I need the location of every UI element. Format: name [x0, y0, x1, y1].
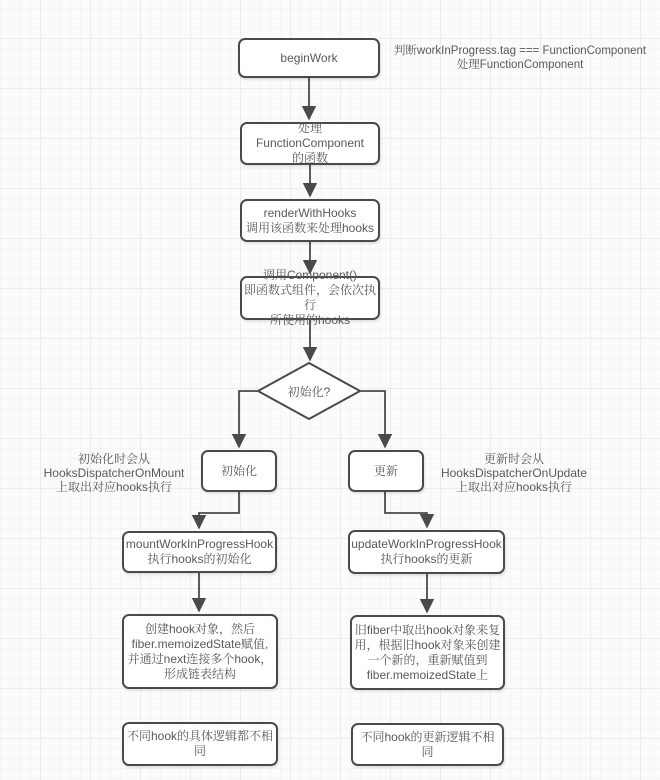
annotation-line: 上取出对应hooks执行: [55, 480, 173, 494]
node-label: 初始化?: [287, 384, 331, 399]
node-label: 不同hook的具体逻辑都不相: [126, 729, 274, 743]
node-decision-init[interactable]: [258, 363, 360, 419]
node-label: 即函数式组件，会依次执行: [244, 283, 377, 312]
annotation-line: 更新时会从: [483, 452, 544, 466]
node-handle-function-component[interactable]: [240, 122, 380, 165]
node-mount-logic-note[interactable]: [122, 722, 278, 766]
node-label: 处理FunctionComponent: [255, 121, 365, 150]
annotation-hooks-dispatcher-on-update: [434, 452, 594, 494]
node-label: 同: [193, 744, 206, 758]
node-label: 调用该函数来处理hooks: [245, 220, 375, 235]
node-create-hook-object[interactable]: [122, 614, 278, 689]
annotation-line: 上取出对应hooks执行: [455, 480, 573, 494]
node-label: 形成链表结构: [163, 666, 236, 681]
node-call-component[interactable]: [240, 268, 380, 327]
node-update-work-in-progress-hook[interactable]: [348, 530, 505, 574]
node-label: 一个新的，重新赋值到: [367, 652, 488, 667]
node-label: 更新: [373, 463, 398, 478]
node-label: fiber.memoizedState赋值,: [131, 636, 269, 651]
node-label: beginWork: [280, 50, 338, 65]
node-label: 创建hook对象，然后: [144, 621, 256, 636]
node-label: 初始化: [220, 463, 257, 478]
edge-update-updatehook: [385, 492, 427, 527]
node-label: 调用Component(): [262, 268, 358, 282]
node-label: 并通过next连接多个hook，: [127, 651, 273, 666]
node-label: updateWorkInProgressHook: [351, 537, 502, 551]
node-update-logic-note[interactable]: [351, 723, 504, 766]
node-label: mountWorkInProgressHook: [125, 537, 274, 551]
node-label: 用，根据旧hook对象来创建: [354, 637, 501, 652]
node-label: 的函数: [291, 151, 328, 165]
node-label: 所使用的hooks: [269, 313, 351, 327]
annotation-hooks-dispatcher-on-mount: [34, 452, 194, 494]
node-render-with-hooks[interactable]: [240, 199, 380, 242]
node-label: 执行hooks的更新: [380, 552, 473, 566]
node-begin-work[interactable]: [238, 38, 380, 78]
node-init[interactable]: [201, 450, 277, 492]
edge-decision-init: [239, 391, 258, 447]
edge-init-mounthook: [199, 492, 239, 528]
node-label: fiber.memoizedState上: [366, 667, 489, 682]
node-update[interactable]: [348, 450, 424, 492]
node-mount-work-in-progress-hook[interactable]: [122, 531, 277, 573]
node-label: 执行hooks的初始化: [147, 552, 252, 566]
annotation-tag-check: [384, 44, 656, 72]
node-reuse-hook-object[interactable]: [350, 615, 505, 690]
annotation-line: HooksDispatcherOnUpdate: [440, 466, 588, 480]
annotation-line: HooksDispatcherOnMount: [43, 466, 185, 480]
node-label: 旧fiber中取出hook对象来复: [354, 622, 501, 637]
annotation-line: 判断workInProgress.tag === FunctionComponent: [393, 45, 647, 57]
node-label: renderWithHooks: [263, 205, 357, 220]
edge-decision-update: [360, 391, 385, 447]
annotation-line: 处理FunctionComponent: [456, 59, 584, 71]
node-label: 不同hook的更新逻辑不相同: [360, 729, 495, 759]
annotation-line: 初始化时会从: [77, 452, 150, 466]
